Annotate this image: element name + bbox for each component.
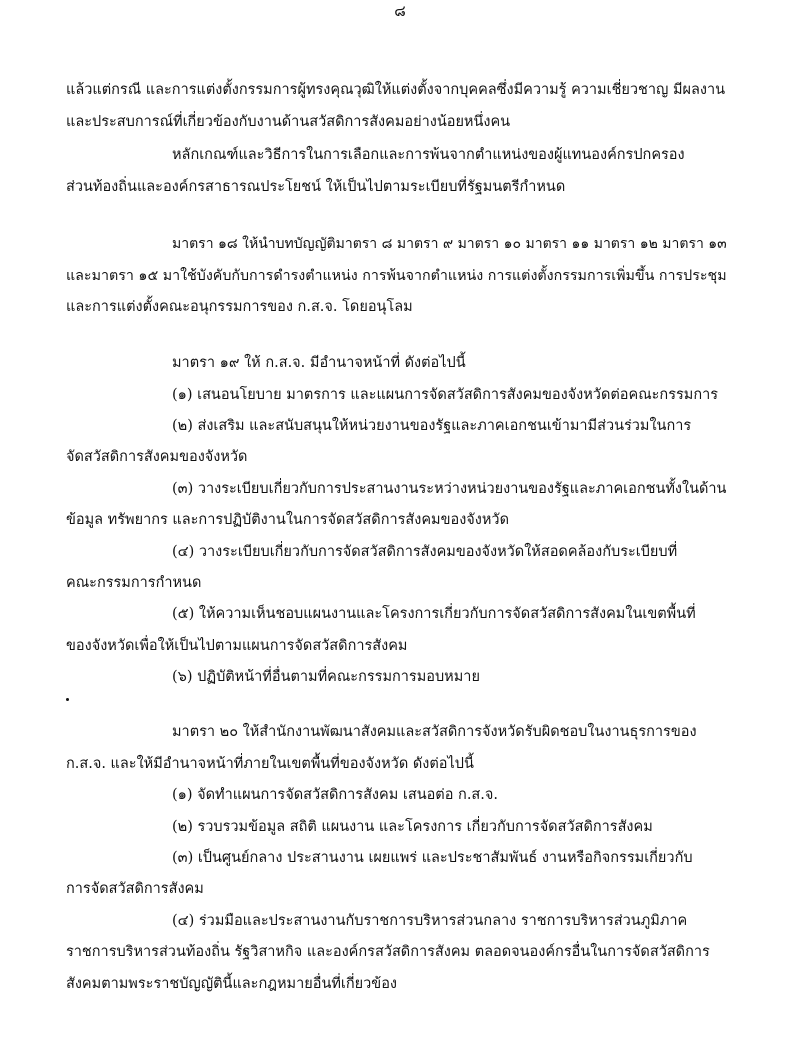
text-line: (๔) วางระเบียบเกี่ยวกับการจัดสวัสดิการสังคมของจังหวัดให้สอดคล้องกับระเบียบที่ — [172, 544, 678, 560]
text-line: ราชการบริหารส่วนท้องถิ่น รัฐวิสาหกิจ และองค์กรสวัสดิการสังคม ตลอดจนองค์กรอื่นในการจัดสวัสดิการ — [66, 944, 710, 960]
text-line: ข้อมูล ทรัพยากร และการปฏิบัติงานในการจัดสวัสดิการสังคมของจังหวัด — [66, 512, 509, 528]
text-line: จัดสวัสดิการสังคมของจังหวัด — [66, 449, 248, 465]
text-line: (๑) จัดทำแผนการจัดสวัสดิการสังคม เสนอต่อ ก.ส.จ. — [172, 787, 498, 803]
text-line: และประสบการณ์ที่เกี่ยวข้องกับงานด้านสวัสดิการสังคมอย่างน้อยหนึ่งคน — [66, 114, 511, 130]
text-line: (๓) วางระเบียบเกี่ยวกับการประสานงานระหว่างหน่วยงานของรัฐและภาคเอกชนทั้งในด้าน — [172, 481, 727, 497]
text-line: มาตรา ๑๘ ให้นำบทบัญญัติมาตรา ๘ มาตรา ๙ มาตรา ๑๐ มาตรา ๑๑ มาตรา ๑๒ มาตรา ๑๓ — [172, 236, 727, 252]
text-line: สังคมตามพระราชบัญญัตินี้และกฎหมายอื่นที่เกี่ยวข้อง — [66, 976, 397, 992]
text-line: ของจังหวัดเพื่อให้เป็นไปตามแผนการจัดสวัสดิการสังคม — [66, 638, 408, 654]
text-line: และมาตรา ๑๕ มาใช้บังคับกับการดำรงตำแหน่ง การพ้นจากตำแหน่ง การแต่งตั้งกรรมการเพิ่มขึ้น การประชุม — [66, 268, 727, 284]
text-line: แล้วแต่กรณี และการแต่งตั้งกรรมการผู้ทรงคุณวุฒิให้แต่งตั้งจากบุคคลซึ่งมีความรู้ ความเชี่ยวชาญ มีผลงาน — [66, 82, 726, 98]
text-line: คณะกรรมการกำหนด — [66, 575, 202, 591]
text-line: ส่วนท้องถิ่นและองค์กรสาธารณประโยชน์ ให้เป็นไปตามระเบียบที่รัฐมนตรีกำหนด — [66, 179, 566, 195]
text-line: มาตรา ๒๐ ให้สำนักงานพัฒนาสังคมและสวัสดิการจังหวัดรับผิดชอบในงานธุรการของ — [172, 724, 697, 740]
stray-dot — [66, 698, 69, 701]
page-number: ๘ — [394, 2, 406, 20]
text-line: มาตรา ๑๙ ให้ ก.ส.จ. มีอำนาจหน้าที่ ดังต่อไปนี้ — [172, 355, 466, 371]
text-line: (๒) รวบรวมข้อมูล สถิติ แผนงาน และโครงการ เกี่ยวกับการจัดสวัสดิการสังคม — [172, 819, 653, 835]
text-line: (๓) เป็นศูนย์กลาง ประสานงาน เผยแพร่ และประชาสัมพันธ์ งานหรือกิจกรรมเกี่ยวกับ — [172, 850, 693, 866]
text-line: (๑) เสนอนโยบาย มาตรการ และแผนการจัดสวัสดิการสังคมของจังหวัดต่อคณะกรรมการ — [172, 387, 719, 403]
text-line: ก.ส.จ. และให้มีอำนาจหน้าที่ภายในเขตพื้นที่ของจังหวัด ดังต่อไปนี้ — [66, 756, 474, 772]
text-line: (๖) ปฏิบัติหน้าที่อื่นตามที่คณะกรรมการมอบหมาย — [172, 669, 480, 685]
text-line: (๕) ให้ความเห็นชอบแผนงานและโครงการเกี่ยวกับการจัดสวัสดิการสังคมในเขตพื้นที่ — [172, 606, 696, 622]
text-line: (๒) ส่งเสริม และสนับสนุนให้หน่วยงานของรัฐและภาคเอกชนเข้ามามีส่วนร่วมในการ — [172, 418, 692, 434]
text-line: และการแต่งตั้งคณะอนุกรรมการของ ก.ส.จ. โดยอนุโลม — [66, 299, 413, 315]
text-line: การจัดสวัสดิการสังคม — [66, 881, 204, 897]
text-line: หลักเกณฑ์และวิธีการในการเลือกและการพ้นจากตำแหน่งของผู้แทนองค์กรปกครอง — [172, 147, 685, 163]
text-line: (๔) ร่วมมือและประสานงานกับราชการบริหารส่วนกลาง ราชการบริหารส่วนภูมิภาค — [172, 913, 688, 929]
